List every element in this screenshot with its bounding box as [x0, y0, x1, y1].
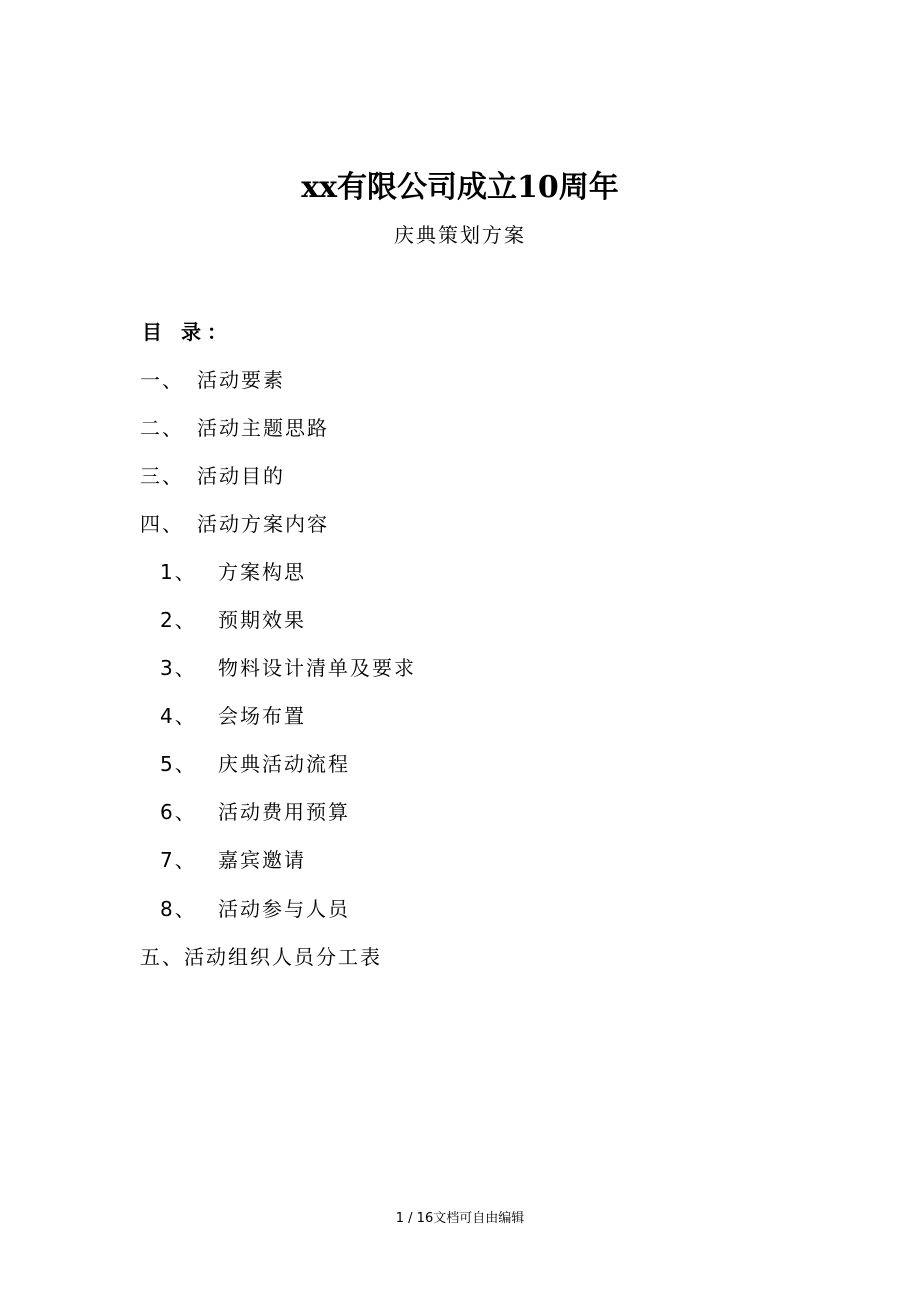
toc-item-number: 一、 — [140, 367, 184, 392]
toc-subitem-3 — [160, 652, 416, 680]
toc-item-text: 活动方案内容 — [197, 511, 329, 536]
toc-subitem-number: 4、 — [160, 703, 197, 728]
toc-item-5 — [140, 941, 382, 969]
toc-item-number: 二、 — [140, 415, 184, 440]
document-title: xx有限公司成立10周年 — [301, 170, 619, 205]
toc-item-text: 五、活动组织人员分工表 — [140, 944, 382, 969]
toc-subitem-1 — [160, 556, 306, 584]
toc-subitem-number: 8、 — [160, 896, 197, 921]
toc-item-text: 活动主题思路 — [197, 415, 329, 440]
toc-subitem-2 — [160, 604, 306, 632]
toc-subitem-text: 物料设计清单及要求 — [218, 655, 416, 680]
page-footer: 1 / 16文档可自由编辑 — [395, 1211, 525, 1226]
toc-subitem-number: 7、 — [160, 847, 197, 872]
toc-item-1 — [140, 364, 285, 392]
toc-item-text: 活动要素 — [197, 367, 285, 392]
toc-item-text: 活动目的 — [197, 463, 285, 488]
toc-subitem-7 — [160, 844, 306, 872]
toc-subitem-text: 活动费用预算 — [218, 799, 350, 824]
toc-subitem-number: 1、 — [160, 559, 197, 584]
toc-item-2 — [140, 412, 329, 440]
toc-subitem-6 — [160, 796, 350, 824]
toc-item-4 — [140, 508, 329, 536]
toc-subitem-number: 6、 — [160, 799, 197, 824]
toc-subitem-text: 嘉宾邀请 — [218, 847, 306, 872]
toc-subitem-text: 预期效果 — [218, 607, 306, 632]
toc-subitem-number: 2、 — [160, 607, 197, 632]
toc-subitem-4 — [160, 700, 306, 728]
toc-subitem-5 — [160, 748, 350, 776]
document-subtitle: 庆典策划方案 — [394, 223, 526, 247]
toc-subitem-text: 会场布置 — [218, 703, 306, 728]
toc-subitem-8 — [160, 893, 350, 921]
toc-item-number: 四、 — [140, 511, 184, 536]
toc-subitem-number: 5、 — [160, 751, 197, 776]
toc-heading: 目 录： — [142, 320, 233, 344]
toc-subitem-text: 庆典活动流程 — [218, 751, 350, 776]
toc-subitem-number: 3、 — [160, 655, 197, 680]
toc-item-number: 三、 — [140, 463, 184, 488]
toc-subitem-text: 方案构思 — [218, 559, 306, 584]
toc-subitem-text: 活动参与人员 — [218, 896, 350, 921]
toc-item-3 — [140, 460, 285, 488]
